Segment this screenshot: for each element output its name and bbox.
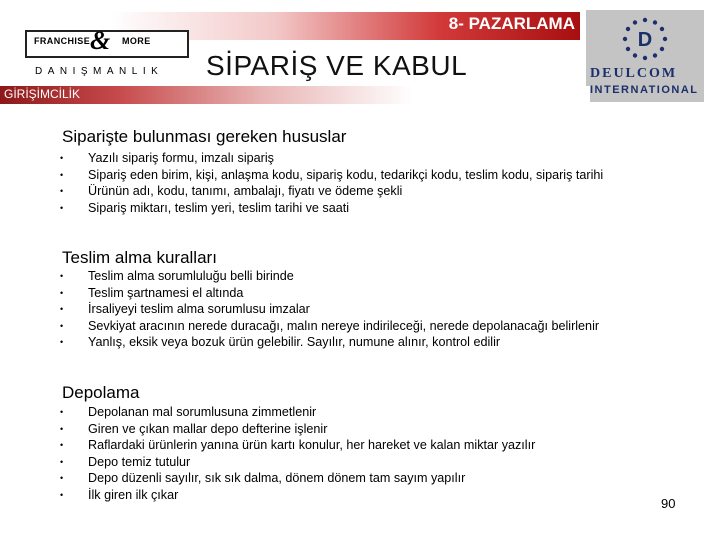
list-item-text: Yazılı sipariş formu, imzalı sipariş bbox=[88, 151, 274, 165]
bullet-icon: • bbox=[60, 407, 64, 417]
emblem-letter: D bbox=[637, 29, 653, 51]
list-item-text: Yanlış, eksik veya bozuk ürün gelebilir. Sayılır, numune alınır, kontrol edilir bbox=[88, 335, 501, 349]
receiving-rules-list bbox=[60, 268, 680, 351]
deulcom-international: INTERNATIONAL bbox=[590, 84, 699, 96]
list-item-text: Raflardaki ürünlerin yanına ürün kartı konulur, her hareket ve kalan miktar yazılır bbox=[88, 438, 536, 452]
list-item-text: Depo düzenli sayılır, sık sık dalma, dönem dönem tam sayım yapılır bbox=[88, 471, 466, 485]
page-number: 90 bbox=[661, 496, 676, 511]
list-item-text: Ürünün adı, kodu, tanımı, ambalajı, fiyatı ve ödeme şekli bbox=[88, 184, 403, 198]
list-item bbox=[60, 150, 680, 167]
order-requirements-list bbox=[60, 150, 680, 216]
bullet-icon: • bbox=[60, 271, 64, 281]
list-item bbox=[60, 437, 680, 454]
deulcom-name: DEULCOM bbox=[590, 66, 678, 81]
section-heading-order: Siparişte bulunması gereken hususlar bbox=[62, 127, 347, 146]
page-title: SİPARİŞ VE KABUL bbox=[206, 50, 468, 81]
bullet-icon: • bbox=[60, 320, 64, 331]
list-item bbox=[60, 334, 680, 351]
list-item bbox=[60, 487, 680, 504]
section-label: 8- PAZARLAMA bbox=[448, 14, 575, 33]
list-item bbox=[60, 454, 680, 471]
bullet-icon: • bbox=[60, 489, 64, 500]
subheader-band bbox=[0, 86, 590, 104]
bullet-icon: • bbox=[60, 423, 64, 434]
section-heading-receiving: Teslim alma kuralları bbox=[62, 248, 217, 267]
list-item bbox=[60, 200, 680, 217]
list-item-text: Sevkiyat aracının nerede duracağı, malın nereye indirileceği, nerede depolanacağı belirlenir bbox=[88, 318, 600, 333]
bullet-icon: • bbox=[60, 337, 64, 347]
list-item-text: Teslim alma sorumluluğu belli birinde bbox=[88, 269, 294, 283]
list-item bbox=[60, 421, 680, 438]
subheader-label: GİRİŞİMCİLİK bbox=[4, 87, 81, 101]
list-item-text: Sipariş eden birim, kişi, anlaşma kodu, sipariş kodu, tedarikçi kodu, teslim kodu, sipariş tarihi bbox=[88, 167, 604, 182]
list-item-text: Teslim şartnamesi el altında bbox=[88, 285, 244, 300]
list-item-text: İrsaliyeyi teslim alma sorumlusu imzalar bbox=[88, 302, 310, 316]
logo-ampersand: & bbox=[90, 26, 111, 55]
bullet-icon: • bbox=[60, 153, 64, 163]
bullet-icon: • bbox=[60, 473, 64, 483]
list-item bbox=[60, 285, 680, 302]
logo-word-right: MORE bbox=[122, 36, 151, 46]
list-item bbox=[60, 404, 680, 421]
bullet-icon: • bbox=[60, 287, 64, 298]
list-item bbox=[60, 318, 680, 335]
list-item bbox=[60, 268, 680, 285]
list-item-text: Giren ve çıkan mallar depo defterine işlenir bbox=[88, 421, 328, 436]
bullet-icon: • bbox=[60, 456, 64, 467]
list-item bbox=[60, 183, 680, 200]
bullet-icon: • bbox=[60, 304, 64, 314]
bullet-icon: • bbox=[60, 169, 64, 180]
list-item-text: Sipariş miktarı, teslim yeri, teslim tarihi ve saati bbox=[88, 200, 350, 215]
list-item-text: Depo temiz tutulur bbox=[88, 454, 191, 469]
logo-word-left: FRANCHISE bbox=[34, 36, 91, 46]
bullet-icon: • bbox=[60, 186, 64, 196]
list-item bbox=[60, 301, 680, 318]
bullet-icon: • bbox=[60, 440, 64, 450]
bullet-icon: • bbox=[60, 202, 64, 213]
section-heading-storage: Depolama bbox=[62, 383, 140, 402]
storage-rules-list bbox=[60, 404, 680, 503]
list-item bbox=[60, 470, 680, 487]
list-item-text: Depolanan mal sorumlusuna zimmetlenir bbox=[88, 405, 317, 419]
logo-subtitle: DANIŞMANLIK bbox=[35, 66, 164, 77]
list-item bbox=[60, 167, 680, 184]
deulcom-emblem-icon bbox=[620, 16, 670, 62]
list-item-text: İlk giren ilk çıkar bbox=[88, 487, 179, 502]
